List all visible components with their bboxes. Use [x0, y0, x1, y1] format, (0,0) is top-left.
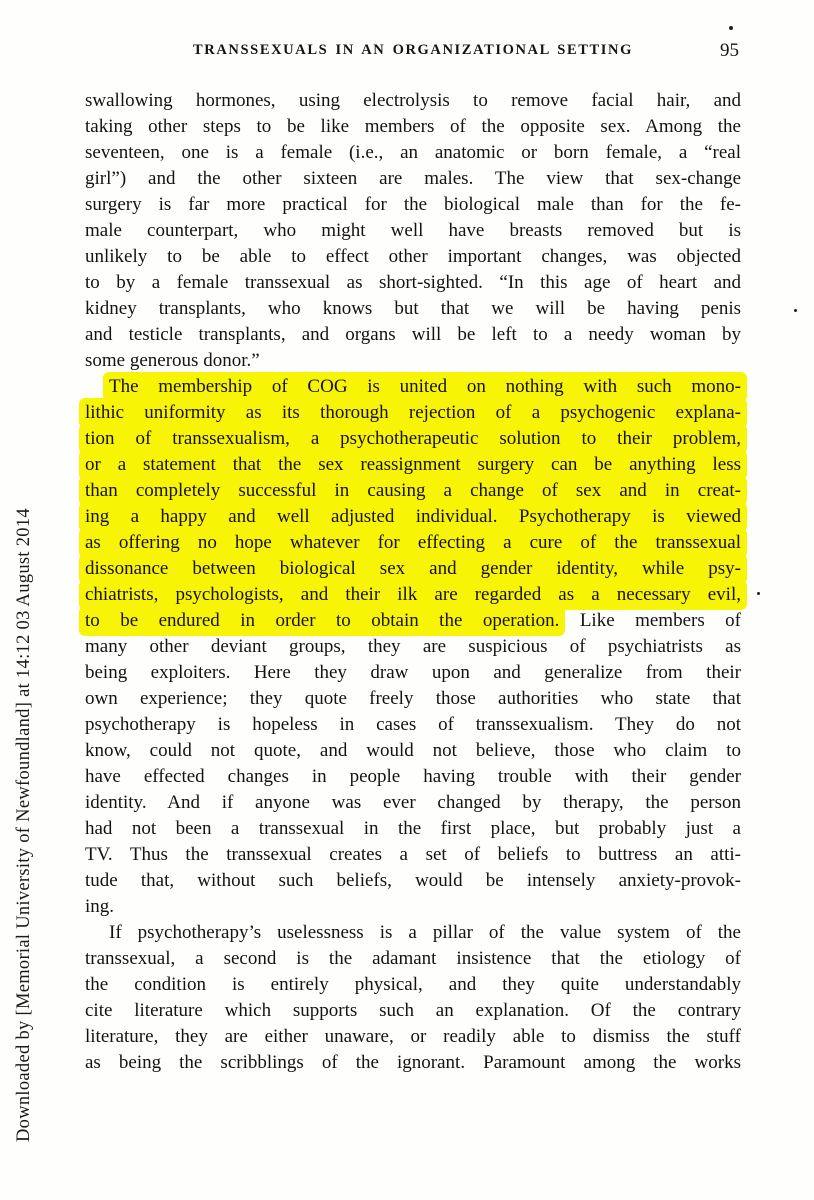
- text-line: [85, 452, 741, 478]
- body-text-segment: taking other steps to be like members of the opposite sex. Among the: [85, 116, 741, 137]
- text-line: [85, 348, 741, 374]
- body-text-segment: cite literature which supports such an explanation. Of the contrary: [85, 1000, 741, 1021]
- body-text-segment: many other deviant groups, they are suspicious of psychiatrists as: [85, 636, 741, 657]
- text-line: [85, 738, 741, 764]
- text-line: [85, 530, 741, 556]
- body-text-segment: to by a female transsexual as short-sighted. “In this age of heart and: [85, 272, 741, 293]
- text-line: [85, 868, 741, 894]
- text-line: [85, 244, 741, 270]
- text-line: [85, 218, 741, 244]
- text-line: [85, 1050, 741, 1076]
- body-text-segment: kidney transplants, who knows but that we will be having penis: [85, 298, 741, 319]
- highlighted-text: to be endured in order to obtain the operation.: [79, 606, 565, 636]
- text-line: [85, 322, 741, 348]
- highlighted-text: or a statement that the sex reassignment surgery can be anything less: [79, 450, 747, 480]
- body-text-segment: seventeen, one is a female (i.e., an anatomic or born female, a “real: [85, 142, 741, 163]
- text-line: [85, 1024, 741, 1050]
- page-number: 95: [720, 40, 739, 61]
- body-text-segment: unlikely to be able to effect other important changes, was objected: [85, 246, 741, 267]
- text-line: [85, 920, 741, 946]
- text-line: [85, 192, 741, 218]
- text-line: [85, 790, 741, 816]
- body-text-segment: If psychotherapy’s uselessness is a pillar of the value system of the: [109, 922, 741, 943]
- text-line: [85, 374, 741, 400]
- text-line: [85, 556, 741, 582]
- text-line: [85, 946, 741, 972]
- body-text-segment: know, could not quote, and would not believe, those who claim to: [85, 740, 741, 761]
- highlighted-text: lithic uniformity as its thorough rejection of a psychogenic explana-: [79, 398, 747, 428]
- body-text-segment: have effected changes in people having trouble with their gender: [85, 766, 741, 787]
- body-text-segment: tude that, without such beliefs, would be intensely anxiety-provok-: [85, 870, 741, 891]
- body-text-segment: male counterpart, who might well have breasts removed but is: [85, 220, 741, 241]
- text-line: [85, 426, 741, 452]
- text-line: [85, 634, 741, 660]
- body-text-segment: some generous donor.”: [85, 350, 260, 371]
- text-line: [85, 660, 741, 686]
- text-line: [85, 998, 741, 1024]
- body-text-segment: TV. Thus the transsexual creates a set of beliefs to buttress an atti-: [85, 844, 741, 865]
- body-text-segment: own experience; they quote freely those authorities who state that: [85, 688, 741, 709]
- page-header: [85, 42, 741, 66]
- body-text-segment: identity. And if anyone was ever changed by therapy, the person: [85, 792, 741, 813]
- text-line: [85, 88, 741, 114]
- highlighted-text: ing a happy and well adjusted individual. Psychotherapy is viewed: [79, 502, 747, 532]
- text-line: [85, 686, 741, 712]
- highlighted-text: as offering no hope whatever for effecting a cure of the transsexual: [79, 528, 747, 558]
- text-line: [85, 504, 741, 530]
- text-line: [85, 894, 741, 920]
- text-line: [85, 114, 741, 140]
- scan-speck: [794, 309, 797, 312]
- highlighted-text: dissonance between biological sex and gender identity, while psy-: [79, 554, 747, 584]
- body-text-segment: as being the scribblings of the ignorant. Paramount among the works: [85, 1052, 741, 1073]
- text-line: [85, 478, 741, 504]
- highlighted-text: than completely successful in causing a change of sex and in creat-: [79, 476, 747, 506]
- text-line: [85, 764, 741, 790]
- body-text-segment: literature, they are either unaware, or readily able to dismiss the stuff: [85, 1026, 741, 1047]
- download-watermark: Downloaded by [Memorial University of Newfoundland] at 14:12 03 August 2014: [14, 508, 34, 1142]
- body-text-segment: the condition is entirely physical, and they quite understandably: [85, 974, 741, 995]
- text-line: [85, 140, 741, 166]
- body-text-segment: being exploiters. Here they draw upon and generalize from their: [85, 662, 741, 683]
- body-text-segment: and testicle transplants, and organs will be left to a needy woman by: [85, 324, 741, 345]
- text-line: [85, 842, 741, 868]
- text-line: [85, 712, 741, 738]
- highlighted-text: The membership of COG is united on nothing with such mono-: [103, 372, 747, 402]
- body-text-segment: surgery is far more practical for the biological male than for the fe-: [85, 194, 741, 215]
- highlighted-text: tion of transsexualism, a psychotherapeutic solution to their problem,: [79, 424, 747, 454]
- text-line: [85, 816, 741, 842]
- body-text-segment: swallowing hormones, using electrolysis to remove facial hair, and: [85, 90, 741, 111]
- body-text-segment: had not been a transsexual in the first place, but probably just a: [85, 818, 741, 839]
- body-text-segment: girl”) and the other sixteen are males. The view that sex-change: [85, 168, 741, 189]
- text-line: [85, 972, 741, 998]
- scan-speck: [729, 26, 733, 30]
- body-text-segment: psychotherapy is hopeless in cases of transsexualism. They do not: [85, 714, 741, 735]
- body-text: [85, 88, 741, 1076]
- body-text-segment: transsexual, a second is the adamant insistence that the etiology of: [85, 948, 741, 969]
- text-line: [85, 582, 741, 608]
- body-text-segment: ing.: [85, 896, 115, 917]
- highlighted-text: chiatrists, psychologists, and their ilk are regarded as a necessary evil,: [79, 580, 747, 610]
- text-line: [85, 270, 741, 296]
- text-line: [85, 608, 741, 634]
- text-line: [85, 166, 741, 192]
- running-head: TRANSSEXUALS IN AN ORGANIZATIONAL SETTING: [193, 42, 633, 58]
- text-line: [85, 400, 741, 426]
- scan-speck: [757, 592, 760, 595]
- body-text-segment: Like members of: [579, 610, 742, 631]
- text-line: [85, 296, 741, 322]
